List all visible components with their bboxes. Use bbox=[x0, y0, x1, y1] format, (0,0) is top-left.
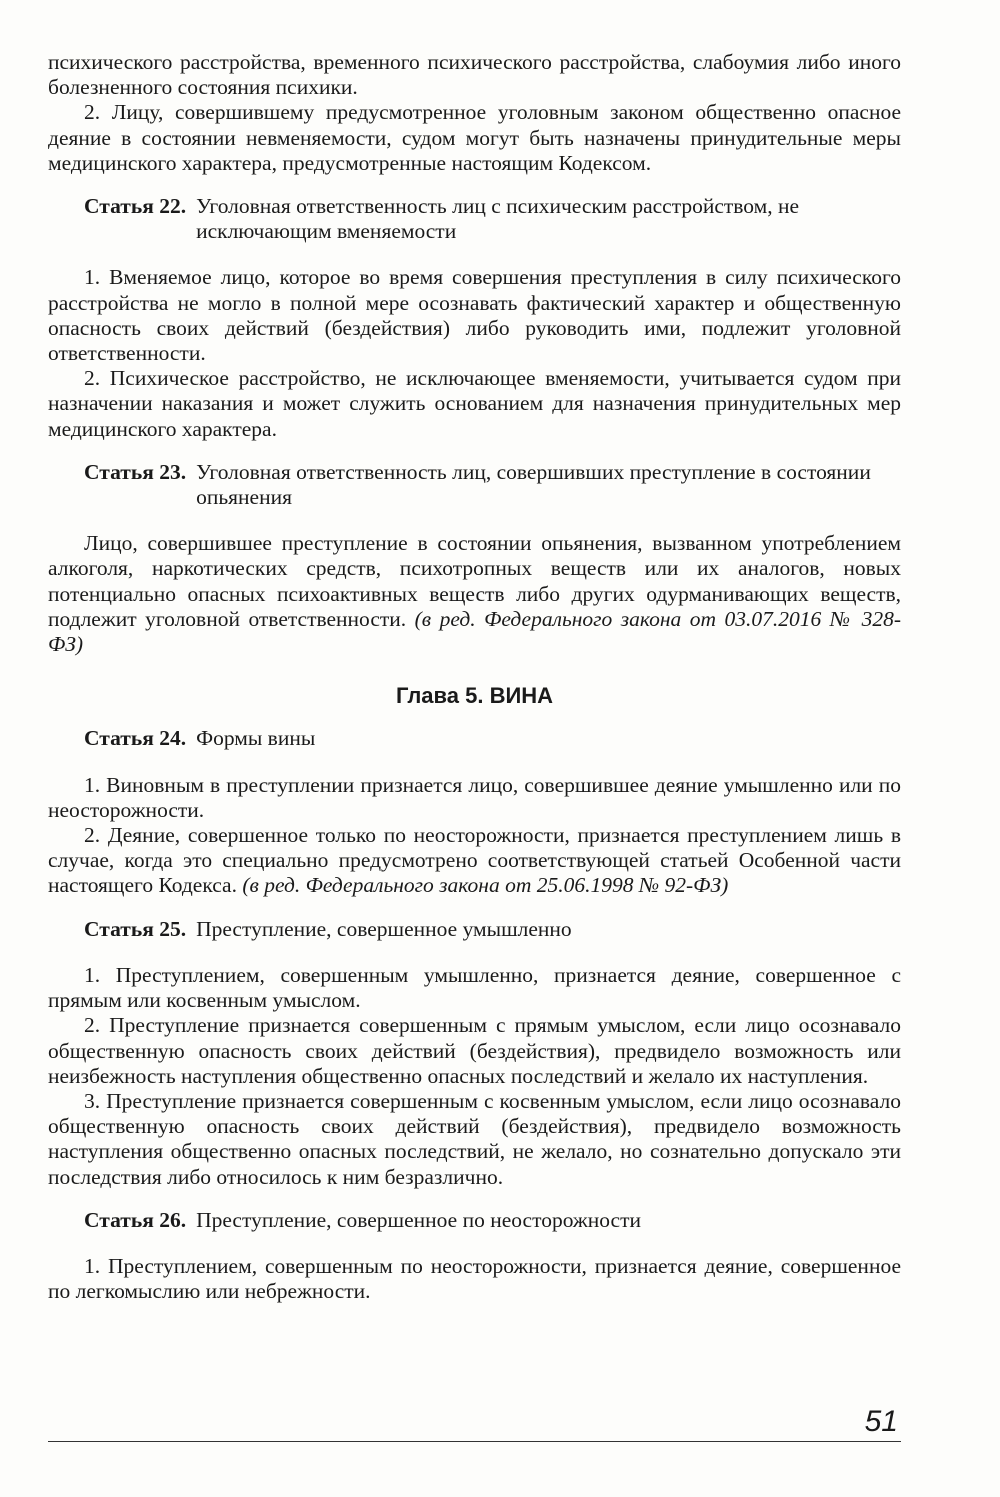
paragraph bbox=[48, 823, 901, 899]
paragraph: 2. Психическое расстройство, не исключающее вменяемости, учитывается судом при назначении наказания и может служить основанием для назначения принудительных мер медицинского характера. bbox=[48, 366, 901, 441]
article-title: Преступление, совершенное по неосторожности bbox=[196, 1207, 641, 1232]
amendment-note: (в ред. Федерального закона от 03.07.2016 № 328-ФЗ) bbox=[48, 606, 901, 657]
paragraph-continuation: психического расстройства, временного психического расстройства, слабоумия либо иного болезненного состояния психики. bbox=[48, 50, 901, 100]
page-content bbox=[48, 50, 901, 1304]
article-number: Статья 25. bbox=[84, 916, 187, 941]
article-title: Формы вины bbox=[196, 726, 316, 751]
article-24-heading bbox=[84, 726, 901, 751]
article-number: Статья 23. bbox=[84, 459, 187, 484]
article-title: Уголовная ответственность лиц с психическим расстройством, не исключающим вменяемости bbox=[196, 194, 800, 244]
footer-divider bbox=[48, 1441, 901, 1442]
article-number: Статья 24. bbox=[84, 726, 187, 751]
amendment-note: (в ред. Федерального закона от 25.06.1998 № 92-ФЗ) bbox=[242, 873, 729, 898]
paragraph: 1. Вменяемое лицо, которое во время совершения преступления в силу психического расстройства не могло в полной мере осознавать фактический характер и общественную опасность своих действий (бездействия) либо руководить ими, подлежит уголовной ответственности. bbox=[48, 265, 901, 366]
paragraph: 2. Лицу, совершившему предусмотренное уголовным законом общественно опасное деяние в состоянии невменяемости, судом могут быть назначены принудительные меры медицинского характера, предусмотренные настоящим Кодексом. bbox=[48, 100, 901, 175]
page-number: 51 bbox=[864, 1405, 898, 1438]
paragraph-text: 2. Деяние, совершенное только по неосторожности, признается преступлением лишь в случае, когда это специально предусмотрено соответствующей статьей Особенной части настоящего Кодекса. bbox=[48, 823, 901, 898]
article-26-heading bbox=[84, 1208, 901, 1233]
chapter-title: Глава 5. ВИНА bbox=[395, 683, 554, 709]
article-25-heading bbox=[84, 917, 901, 942]
article-title: Преступление, совершенное умышленно bbox=[196, 916, 572, 941]
article-23-heading bbox=[84, 460, 901, 510]
paragraph bbox=[48, 531, 901, 657]
paragraph: 1. Преступлением, совершенным умышленно, признается деяние, совершенное с прямым или косвенным умыслом. bbox=[48, 962, 901, 1013]
article-number: Статья 26. bbox=[84, 1207, 187, 1232]
article-title: Уголовная ответственность лиц, совершивших преступление в состоянии опьянения bbox=[196, 459, 871, 510]
article-22-heading bbox=[84, 194, 901, 244]
paragraph: 1. Виновным в преступлении признается лицо, совершившее деяние умышленно или по неосторожности. bbox=[48, 772, 901, 822]
paragraph: 1. Преступлением, совершенным по неосторожности, признается деяние, совершенное по легкомыслию или небрежности. bbox=[48, 1253, 901, 1304]
article-number: Статья 22. bbox=[84, 194, 187, 219]
paragraph: 3. Преступление признается совершенным с косвенным умыслом, если лицо осознавало общественную опасность своих действий (бездействия), предвидело возможность наступления общественно опасных последствий, не желало, но сознательно допускало эти последствия либо относилось к ним безразлично. bbox=[48, 1088, 901, 1189]
paragraph-text: Лицо, совершившее преступление в состоянии опьянения, вызванном употреблением алкоголя, наркотических средств, психотропных веществ или их аналогов, новых потенциально опасных психоактивных веществ либо других одурманивающих веществ, подлежит уголовной ответственности. bbox=[48, 531, 901, 631]
paragraph: 2. Преступление признается совершенным с прямым умыслом, если лицо осознавало общественную опасность своих действий (бездействия), предвидело возможность или неизбежность наступления общественно опасных последствий и желало их наступления. bbox=[48, 1013, 901, 1088]
